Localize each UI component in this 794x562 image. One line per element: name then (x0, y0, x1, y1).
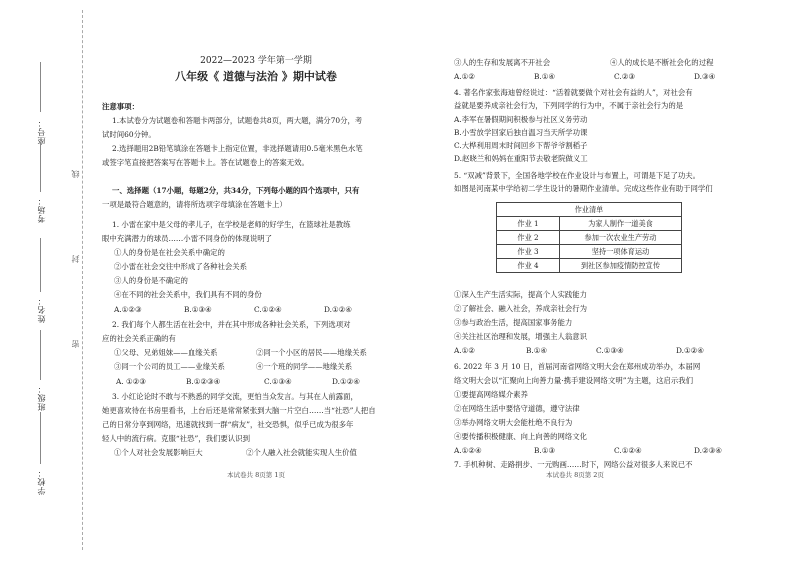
question-1: 1. 小雷在家中是父母的孝儿子，在学校是老师的好学生，在篮球社是教练 (112, 220, 351, 229)
class-label: 班级： (37, 384, 46, 411)
seat-no-label: 座号： (37, 118, 46, 145)
answer-option: D.①②④ (332, 377, 360, 386)
answer-option: A. ①②③ (116, 377, 146, 386)
answer-option: B.①②③④ (186, 377, 221, 386)
answer-option: D.③④ (694, 72, 716, 81)
question-1-item: ①人的身份是在社会关系中确定的 (114, 248, 225, 257)
seal-dashed-line (82, 10, 83, 550)
exam-page-1 (96, 0, 416, 562)
name-line (40, 238, 41, 292)
seal-word: 封 (71, 255, 80, 263)
question-5-item: ④关注社区治理和发展，增强主人翁意识 (454, 332, 588, 341)
answer-option: D.②③④ (694, 446, 722, 455)
answer-option: C.①②④ (614, 446, 642, 455)
exam-title: 八年级《 道德与法治 》期中试卷 (175, 70, 337, 83)
answer-option: D.①②④ (676, 346, 704, 355)
answer-option: A.①② (454, 72, 475, 81)
table-header: 作业清单 (497, 203, 682, 217)
section-instruction: 一项是最符合题意的，请将所选项字母填涂在答题卡上） (102, 200, 287, 209)
section-heading: 一、选择题（17小题，每题2分，共34分，下列每小题的四个选项中，只有 (112, 186, 360, 195)
question-7: 7. 手机种树、走路捐步、一元购画……时下，网络公益对很多人来说已不 (454, 460, 693, 469)
question-4-option: D.赵晓兰和妈妈在重阳节去敬老院做义工 (454, 154, 588, 163)
question-3: 她更喜欢待在书房里看书，上台后还是常常紧张到大脑一片空白……当“社恐”人把自 (102, 406, 376, 415)
seat-no-line (40, 62, 41, 112)
question-1-item: ④在不同的社会关系中，我们具有不同的身份 (114, 290, 262, 299)
question-4: 4. 著名作家张海迪曾经说过：“活着就要做个对社会有益的人”，对社会有 (454, 88, 693, 97)
question-2-item: ③同一个公司的员工——业缘关系 (114, 362, 225, 371)
seal-word: 线 (71, 170, 80, 178)
answer-option: A.①② (454, 346, 475, 355)
notice-line: 2.选择题用2B铅笔填涂在答题卡上指定位置，非选择题请用0.5毫米黑色水笔 (112, 144, 363, 153)
question-2: 2. 我们每个人都生活在社会中，并在其中形成各种社会关系，下列选项对 (112, 320, 351, 329)
question-5: 5. “双减”背景下，全国各地学校在作业设计与布置上，可谓是下足了功夫。 (454, 171, 701, 180)
exam-no-line (40, 142, 41, 192)
answer-option: C.①③④ (264, 377, 292, 386)
answer-option: C.①③④ (596, 346, 624, 355)
question-1-item: ②小雷在社会交往中形成了各种社会关系 (114, 262, 248, 271)
question-3-item: ④人的成长是不断社会化的过程 (610, 58, 714, 67)
seal-word: 密 (71, 340, 80, 348)
exam-page-2 (450, 0, 786, 562)
question-4-option: B.小雪放学回家后独自温习当天所学功课 (454, 128, 588, 137)
question-1-item: ③人的身份是不确定的 (114, 276, 188, 285)
table-row: 作业 4 到社区参加疫情防控宣传 (497, 259, 682, 273)
exam-no-label: 考场： (37, 196, 46, 223)
answer-option: A.①②④ (454, 446, 482, 455)
question-5-item: ①深入生产生活实际，提高个人实践能力 (454, 290, 588, 299)
question-6-item: ④要传播积极健康、向上向善的网络文化 (454, 432, 588, 441)
answer-option: C.②③ (614, 72, 635, 81)
answer-option: B.①④ (526, 346, 548, 355)
notice-line: 试时间60分钟。 (102, 130, 156, 139)
question-5: 如图是河南某中学给初二学生设计的暑期作业清单。完成这些作业有助于同学们 (454, 184, 713, 193)
page-footer: 本试卷共 8页第 1页 (227, 471, 285, 479)
homework-table (496, 202, 682, 273)
question-3: 3. 小红论论时不敢与不熟悉的同学交流，更怕当众发言。与其在人前露面， (112, 392, 358, 401)
question-4-option: A.李军在暑假期间积极参与社区义务劳动 (454, 115, 588, 124)
question-3-item: ③人的生存和发展离不开社会 (454, 58, 551, 67)
page-footer: 本试卷共 8页第 2页 (546, 471, 604, 479)
answer-option: B.①③ (534, 446, 556, 455)
question-3-item: ②个人融入社会就能实现人生价值 (246, 448, 357, 457)
question-6-item: ①要提高网络媒介素养 (454, 390, 528, 399)
notice-heading: 注意事项： (102, 102, 139, 111)
school-line (40, 412, 41, 464)
question-3: 己的日常分享到网络，迅速就找到一群“病友”，社交恐惧，似乎已成为很多年 (102, 420, 354, 429)
table-row: 作业 3 坚持一项体育运动 (497, 245, 682, 259)
question-6: 络文明大会以“汇聚向上向善力量·携手建设网络文明”为主题，这启示我们 (454, 376, 694, 385)
question-5-item: ③参与政治生活，提高国家事务能力 (454, 318, 573, 327)
answer-option: B.①④ (534, 72, 556, 81)
question-1: 眼中充满潜力的球员……小雷不同身份的体现说明了 (102, 234, 272, 243)
answer-option: B.①③④ (184, 305, 212, 314)
table-row: 作业 1 为家人制作一道美食 (497, 217, 682, 231)
question-2-item: ①父母、兄弟姐妹——血缘关系 (114, 348, 218, 357)
question-6: 6. 2022 年 3 月 10 日，首届河南省网络文明大会在郑州成功举办，本届网 (454, 362, 701, 371)
question-3-item: ①个人对社会发展影响巨大 (114, 448, 203, 457)
question-4-option: C.大桦利用周末时间回乡下帮爷爷割稻子 (454, 141, 588, 150)
school-label: 学校： (37, 468, 46, 495)
question-2: 应的社会关系正确的有 (102, 334, 176, 343)
notice-line: 1.本试卷分为试题卷和答题卡两部分，试题卷共8页，两大题，满分70分，考 (112, 116, 363, 125)
answer-option: C.①②④ (254, 305, 282, 314)
binding-margin (0, 0, 92, 562)
question-6-item: ③举办网络文明大会能杜绝不良行为 (454, 418, 573, 427)
class-line (40, 330, 41, 380)
question-4: 益就是要养成亲社会行为，下列同学的行为中，不属于亲社会行为的是 (454, 101, 684, 110)
name-label: 姓名： (37, 296, 46, 323)
table-row: 作业 2 参加一次农业生产劳动 (497, 231, 682, 245)
notice-line: 或签字笔直接把答案写在答题卡上。答在试题卷上的答案无效。 (102, 158, 309, 167)
school-year: 2022—2023 学年第一学期 (200, 56, 312, 66)
answer-option: D.①②④ (324, 305, 352, 314)
answer-option: A.①②③ (114, 305, 142, 314)
question-6-item: ②在网络生活中要恪守道德，遵守法律 (454, 404, 580, 413)
question-3: 轻人中的流行病。克服“社恐”，我们要认识到 (102, 434, 250, 443)
question-2-item: ④一个班的同学——地缘关系 (256, 362, 353, 371)
question-5-item: ②了解社会、融入社会，养成亲社会行为 (454, 304, 588, 313)
question-2-item: ②同一个小区的居民——地缘关系 (256, 348, 367, 357)
